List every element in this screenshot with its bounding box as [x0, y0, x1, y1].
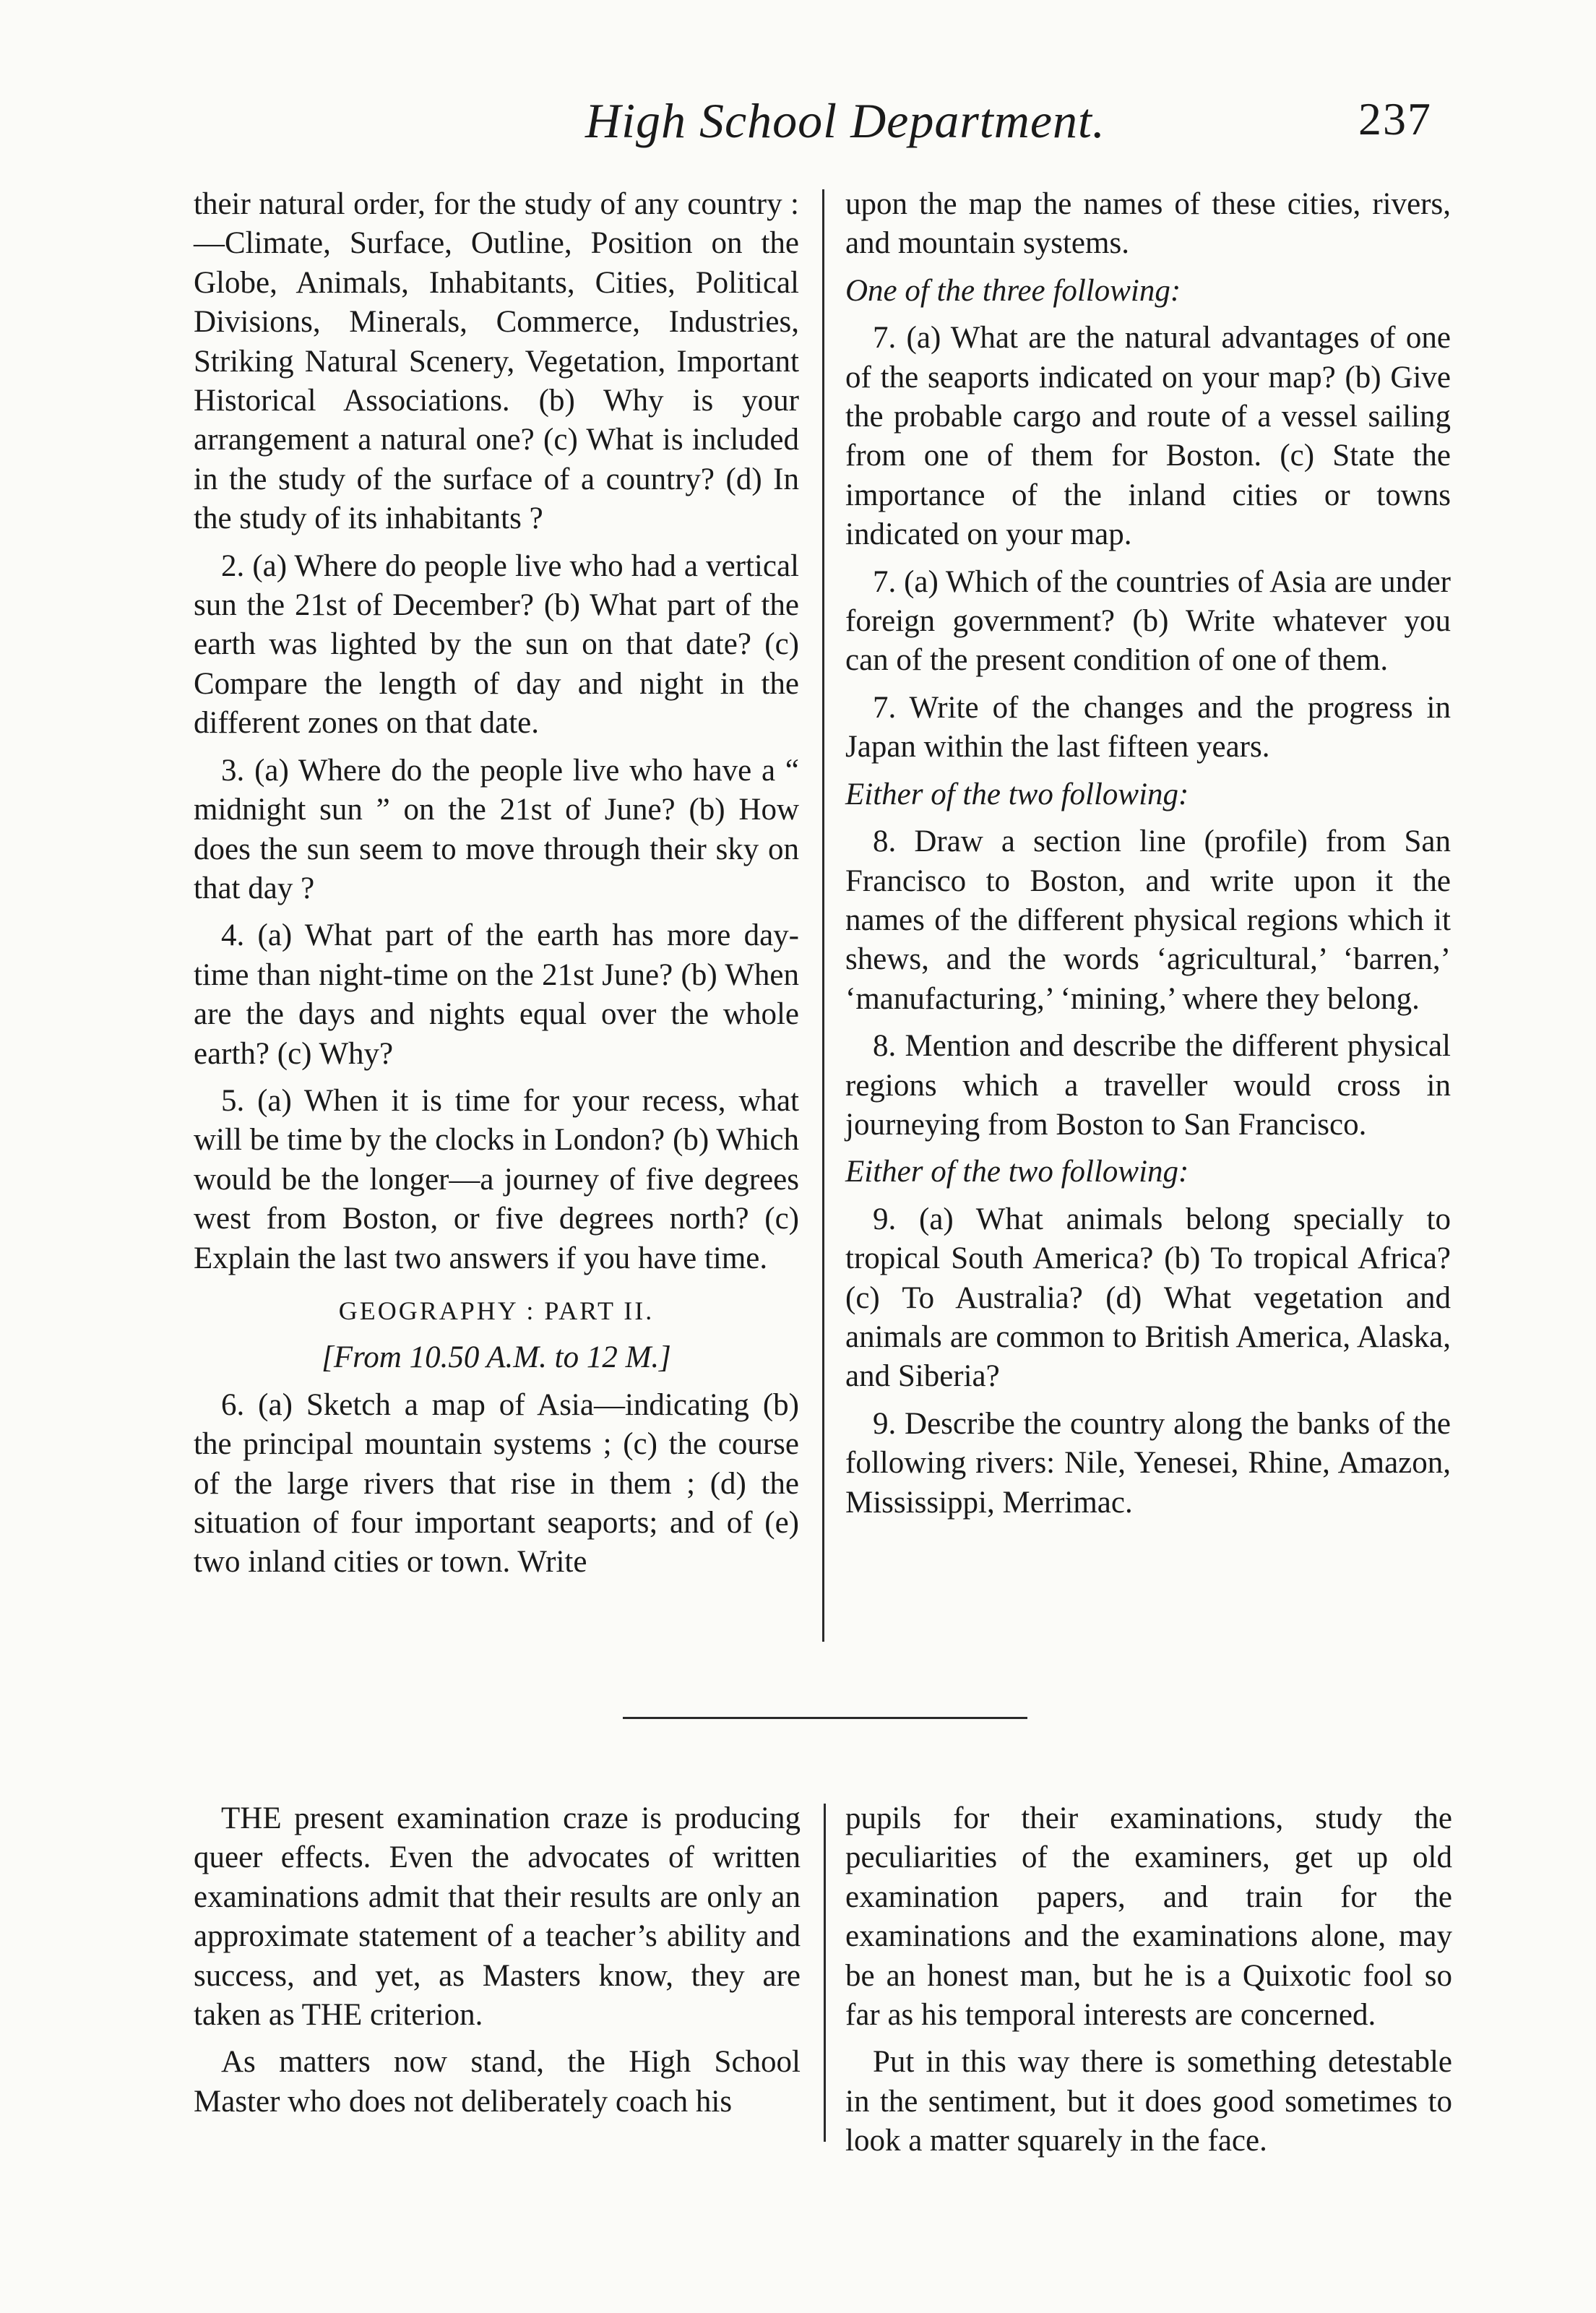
paragraph-question-7b: 7. (a) Which of the countries of Asia are under foreign government? (b) Write whatever you can of the present condition of one of them.: [845, 564, 1451, 678]
running-head: [0, 92, 1596, 158]
instruction-one-of-three: One of the three following:: [845, 273, 1181, 308]
column-divider-bottom: [824, 1804, 826, 2142]
editorial-paragraph-2: As matters now stand, the High School Master who does not deliberately coach his: [194, 2045, 801, 2119]
section-separator-rule: [623, 1717, 1027, 1719]
paragraph-question-2: 2. (a) Where do people live who had a vertical sun the 21st of December? (b) What part of the earth was lighted by the sun on that date? (c) Compare the length of day and night in the different zones on that date.: [194, 548, 799, 741]
page-number: 237: [1358, 93, 1432, 145]
editorial-paragraph-2-continued: pupils for their examinations, study the peculiarities of the examiners, get up old examination papers, and train for the examinations and the examinations alone, may be an honest man, but he is a Quixotic fool so far as his temporal interests are concerned.: [845, 1801, 1452, 2033]
editorial-paragraph-3: Put in this way there is something detestable in the sentiment, but it does good sometimes to look a matter squarely in the face.: [845, 2045, 1452, 2158]
paragraph-question-7c: 7. Write of the changes and the progress in Japan within the last fifteen years.: [845, 690, 1451, 764]
paragraph-question-9a: 9. (a) What animals belong specially to tropical South America? (b) To tropical Africa? (c) To Australia? (d) What vegetation and animals are common to British America, Alaska, and Siberia?: [845, 1202, 1451, 1394]
paragraph-question-4: 4. (a) What part of the earth has more day-time than night-time on the 21st June? (b) When are the days and nights equal over the whole earth? (c) Why?: [194, 918, 799, 1071]
paragraph-question-5: 5. (a) When it is time for your recess, what will be time by the clocks in London? (b) Which would be the longer—a journey of five degrees west from Boston, or five degrees north? (c) Explain the last two answers if you have time.: [194, 1083, 799, 1275]
section-time-note: [From 10.50 A.M. to 12 M.]: [322, 1340, 671, 1375]
column-divider-top: [822, 189, 824, 1642]
column-left-top: [194, 185, 799, 1582]
paragraph-question-3: 3. (a) Where do the people live who have a “ midnight sun ” on the 21st of June? (b) How does the sun seem to move through their sky on that day ?: [194, 753, 799, 905]
paragraph-question-9b: 9. Describe the country along the banks of the following rivers: Nile, Yenesei, Rhine, Amazon, Mississippi, Merrimac.: [845, 1406, 1451, 1520]
running-title: High School Department.: [585, 93, 1105, 148]
column-right-bottom: [845, 1799, 1452, 2161]
editorial-paragraph-1: THE present examination craze is producing queer effects. Even the advocates of written examinations admit that their results are only an approximate statement of a teacher’s ability and success, and yet, as Masters know, they are taken as THE criterion.: [194, 1801, 801, 2033]
paragraph-question-6: 6. (a) Sketch a map of Asia—indicating (b) the principal mountain systems ; (c) the course of the large rivers that rise in them ; (d) the situation of four important seaports; and of (e) two inland cities or town. Write: [194, 1387, 799, 1580]
section-heading-geography-part-2: GEOGRAPHY : PART II.: [338, 1296, 655, 1325]
paragraph-question-6-continued: upon the map the names of these cities, rivers, and mountain systems.: [845, 187, 1451, 261]
paragraph-question-1-continued: their natural order, for the study of any country :—Climate, Surface, Outline, Position on the Globe, Animals, Inhabitants, Cities, Political Divisions, Minerals, Commerce, Industries, Striking Natural Scenery, Vegetation, Important Historical Associations. (b) Why is your arrangement a natural one? (c) What is included in the study of the surface of a country? (d) In the study of its inhabitants ?: [194, 187, 799, 536]
instruction-either-of-two-9: Either of the two following:: [845, 1155, 1189, 1189]
instruction-either-of-two-8: Either of the two following:: [845, 777, 1189, 811]
paragraph-question-8b: 8. Mention and describe the different physical regions which a traveller would cross in journeying from Boston to San Francisco.: [845, 1029, 1451, 1142]
column-right-top: [845, 185, 1451, 1522]
paragraph-question-8a: 8. Draw a section line (profile) from San Francisco to Boston, and write upon it the names of the different physical regions which it shews, and the words ‘agricultural,’ ‘barren,’ ‘manufacturing,’ ‘mining,’ where they belong.: [845, 824, 1451, 1016]
paragraph-question-7a: 7. (a) What are the natural advantages of one of the seaports indicated on your map? (b) Give the probable cargo and route of a vessel sailing from one of them for Boston. (c) State the importance of the inland cities or towns indicated on your map.: [845, 321, 1451, 552]
column-left-bottom: [194, 1799, 801, 2122]
